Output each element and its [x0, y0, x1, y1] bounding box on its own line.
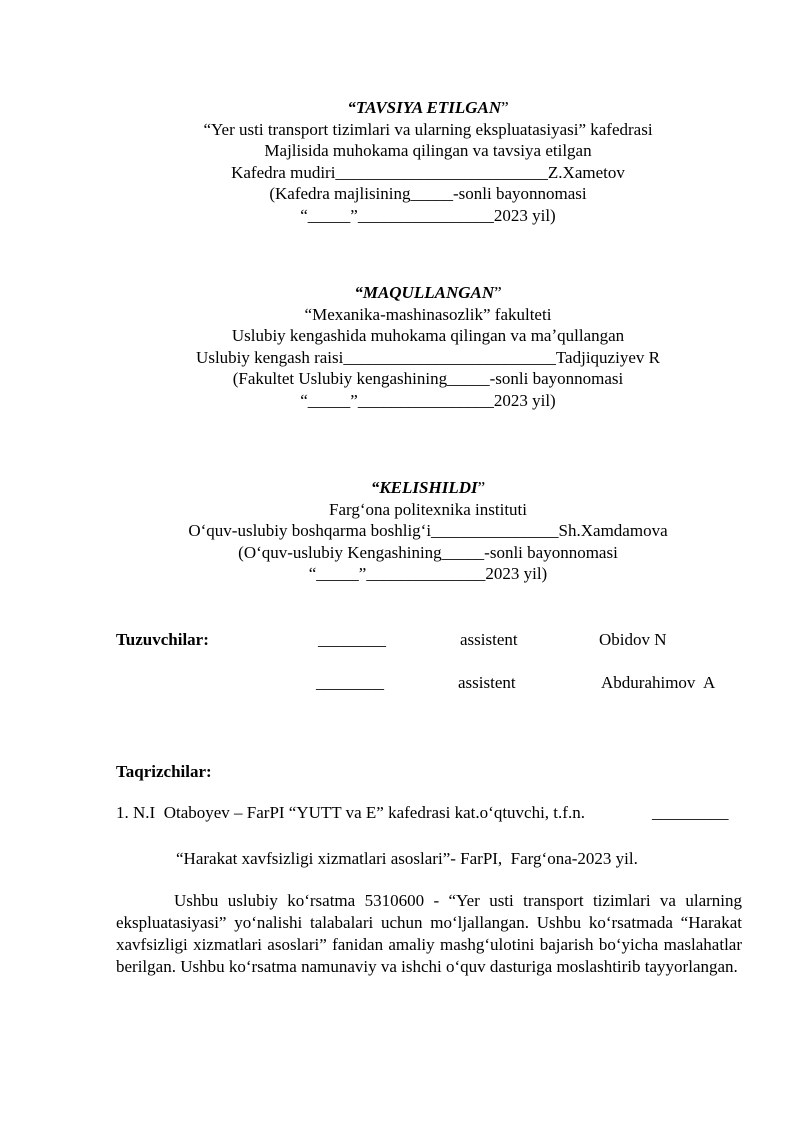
approval-line: Uslubiy kengash raisi_________________________Tadjiquziyev R — [196, 347, 660, 367]
approval-heading — [100, 282, 756, 304]
heading-text: KELISHILDI — [379, 478, 478, 497]
approval-line: Kafedra mudiri_________________________Z.Xametov — [231, 162, 625, 182]
quote-open: “ — [354, 283, 363, 302]
approval-line: “Yer usti transport tizimlari va ularning ekspluatasiyasi” kafedrasi — [203, 119, 653, 139]
reviewer-item: 1. N.I Otaboyev – FarPI “YUTT va E” kafedrasi kat.o‘qtuvchi, t.f.n. — [116, 803, 585, 822]
author-signature-line: ________ — [316, 673, 384, 692]
quote-close: ” — [477, 478, 486, 497]
approval-line: “_____”________________2023 yil) — [300, 390, 556, 410]
approval-line: “_____”________________2023 yil) — [300, 205, 556, 225]
approval-line: (Fakultet Uslubiy kengashining_____-sonli bayonnomasi — [232, 369, 624, 388]
approval-line: “Mexanika-mashinasozlik” fakulteti — [304, 304, 552, 324]
approval-block-agreed — [100, 477, 756, 585]
author-position: assistent — [458, 673, 516, 692]
quote-close: ” — [494, 283, 502, 302]
heading-text: TAVSIYA ETILGAN — [355, 98, 502, 117]
author-name: Abdurahimov A — [601, 673, 716, 692]
approval-line: O‘quv-uslubiy boshqarma boshlig‘i_______________Sh.Xamdamova — [188, 521, 668, 540]
reviewers-label: Taqrizchilar: — [116, 762, 212, 781]
authors-label: Tuzuvchilar: — [116, 630, 209, 649]
author-signature-line: ________ — [318, 630, 386, 649]
approval-line: Majlisida muhokama qilingan va tavsiya etilgan — [264, 141, 592, 160]
approval-line: Farg‘ona politexnika instituti — [329, 499, 527, 519]
approval-line: “_____”______________2023 yil) — [308, 564, 548, 583]
author-name: Obidov N — [599, 630, 667, 649]
book-title: “Harakat xavfsizligi xizmatlari asoslari”- FarPI, Farg‘ona-2023 yil. — [176, 849, 638, 868]
approval-heading — [100, 477, 756, 499]
author-position: assistent — [460, 630, 518, 649]
approval-block-recommended — [100, 97, 756, 226]
approval-heading — [100, 97, 756, 119]
quote-open: “ — [370, 478, 380, 497]
approval-line: (Kafedra majlisining_____-sonli bayonnomasi — [269, 184, 587, 203]
approval-line: (O‘quv-uslubiy Kengashining_____-sonli bayonnomasi — [238, 542, 618, 562]
approval-line: Uslubiy kengashida muhokama qilingan va maʼqullangan — [231, 326, 625, 345]
description-paragraph: Ushbu uslubiy ko‘rsatma 5310600 - “Yer usti transport tizimlari va ularning ekspluatasiyasi” yo‘nalishi talabalari uchun mo‘ljallangan. Ushbu ko‘rsatmada “Harakat xavfsizligi xizmatlari asoslari” fanidan amaliy mashg‘ulotini bajarish bo‘yicha maslahatlar berilgan. Ushbu ko‘rsatma namunaviy va ishchi o‘quv dasturiga moslashtirib tayyorlangan. — [116, 891, 742, 976]
reviewer-signature-line: _________ — [652, 803, 729, 822]
approval-block-approved — [100, 282, 756, 411]
quote-close: ” — [501, 98, 509, 117]
heading-text: MAQULLANGAN — [362, 283, 495, 302]
quote-open: “ — [347, 98, 356, 117]
